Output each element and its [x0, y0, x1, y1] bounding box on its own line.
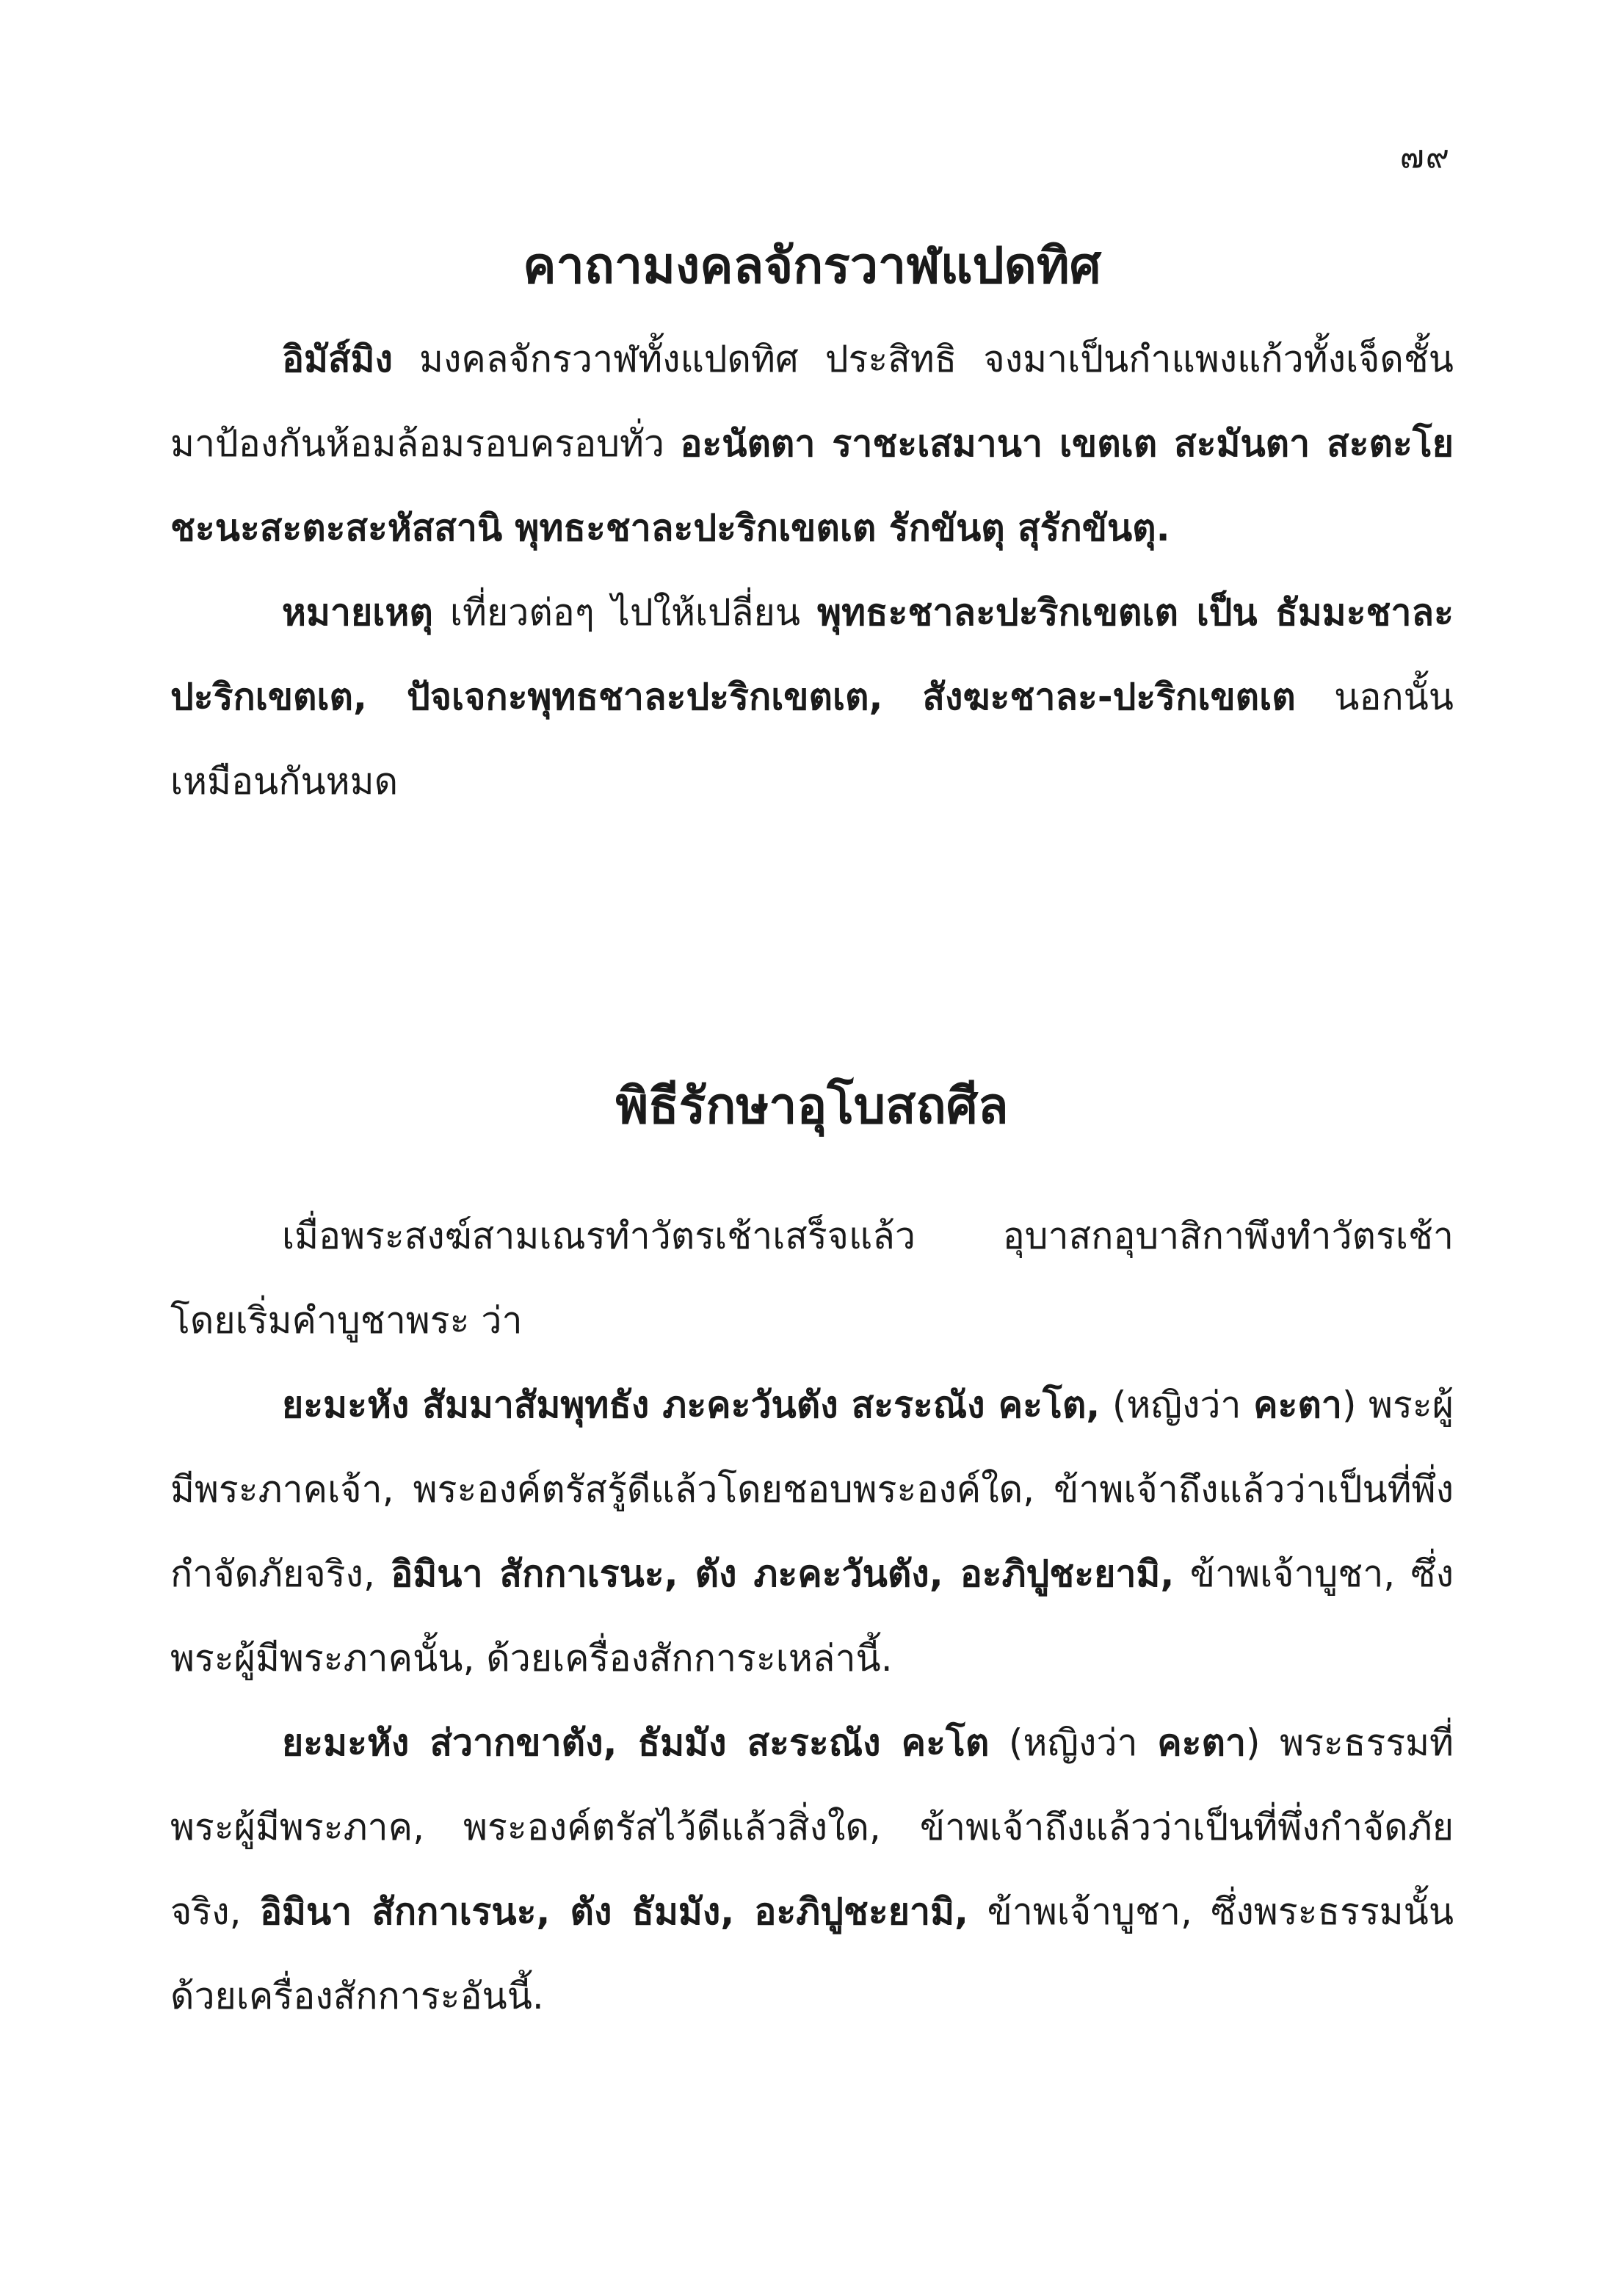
paragraph-intro: เมื่อพระสงฆ์สามเณรทำวัตรเช้าเสร็จแล้ว อุบาสกอุบาสิกาพึงทำวัตรเช้า โดยเริ่มคำบูชาพระ ว่า [170, 1215, 1454, 1342]
dhamma-pali-1: ยะมะหัง ส่วากขาตัง, ธัมมัง สะระณัง คะโต [282, 1721, 990, 1764]
chant-pali: อะนัตตา ราชะเสมานา เขตเต สะมันตา สะตะโยชะนะสะตะสะหัสสานิ พุทธะชาละปะริกเขตเต รักขันตุ สุรักขันตุ. [170, 422, 1454, 549]
note-label: หมายเหตุ [282, 591, 433, 634]
dhamma-translation-1: ) พระธรรมที่พระผู้มีพระภาค, พระองค์ตรัสไว้ดีแล้วสิ่งใด, ข้าพเจ้าถึงแล้วว่าเป็นที่พึ่งกำจัดภัยจริง, [170, 1721, 1454, 1933]
buddha-pali-2: อิมินา สักกาเรนะ, ตัง ภะคะวันตัง, อะภิปูชะยามิ, [391, 1553, 1175, 1595]
chant-translation: มงคลจักรวาฬทั้งแปดทิศ ประสิทธิ จงมาเป็นกำแพงแก้วทั้งเจ็ดชั้น มาป้องกันห้อมล้อมรอบครอบทั่ว [170, 338, 1454, 465]
paragraph-buddha-homage [170, 1363, 1454, 1701]
section-title-mongkol-chakkrawan: คาถามงคลจักรวาฬแปดทิศ [523, 237, 1101, 295]
dhamma-translation-2: ข้าพเจ้าบูชา, ซึ่งพระธรรมนั้น ด้วยเครื่องสักการะอันนี้. [170, 1890, 1454, 2017]
note-variants: พุทธะชาละปะริกเขตเต เป็น ธัมมะชาละปะริกเขตเต, ปัจเจกะพุทธชาละปะริกเขตเต, สังฆะชาละ-ปะริกเขตเต [170, 591, 1454, 718]
note-ending: นอกนั้นเหมือนกันหมด [170, 676, 1454, 803]
page-number: ๗๙ [1399, 138, 1451, 176]
buddha-note-1: (หญิงว่า [1100, 1384, 1254, 1426]
note-text: เที่ยวต่อๆ ไปให้เปลี่ยน [432, 591, 818, 634]
section-uposatha-body [170, 1194, 1454, 2039]
section-mongkol-body [170, 317, 1454, 824]
buddha-female-form: คะตา [1253, 1384, 1342, 1426]
paragraph-mongkol-chant [170, 317, 1454, 571]
chant-opening: อิมัส์มิง [282, 338, 393, 380]
buddha-pali-1: ยะมะหัง สัมมาสัมพุทธัง ภะคะวันตัง สะระณัง คะโต, [282, 1384, 1101, 1426]
paragraph-dhamma-homage [170, 1701, 1454, 2039]
paragraph-note [170, 571, 1454, 824]
dhamma-note-1: (หญิงว่า [989, 1721, 1158, 1764]
dhamma-female-form: คะตา [1157, 1721, 1247, 1764]
dhamma-pali-2: อิมินา สักกาเรนะ, ตัง ธัมมัง, อะภิปูชะยามิ, [260, 1890, 969, 1933]
buddha-translation-2: ข้าพเจ้าบูชา, ซึ่งพระผู้มีพระภาคนั้น, ด้วยเครื่องสักการะเหล่านี้. [170, 1553, 1454, 1680]
buddha-translation-1: ) พระผู้มีพระภาคเจ้า, พระองค์ตรัสรู้ดีแล้วโดยชอบพระองค์ใด, ข้าพเจ้าถึงแล้วว่าเป็นที่พึ่งกำจัดภัยจริง, [170, 1384, 1454, 1595]
section-title-uposatha: พิธีรักษาอุโบสถศีล [615, 1077, 1009, 1135]
